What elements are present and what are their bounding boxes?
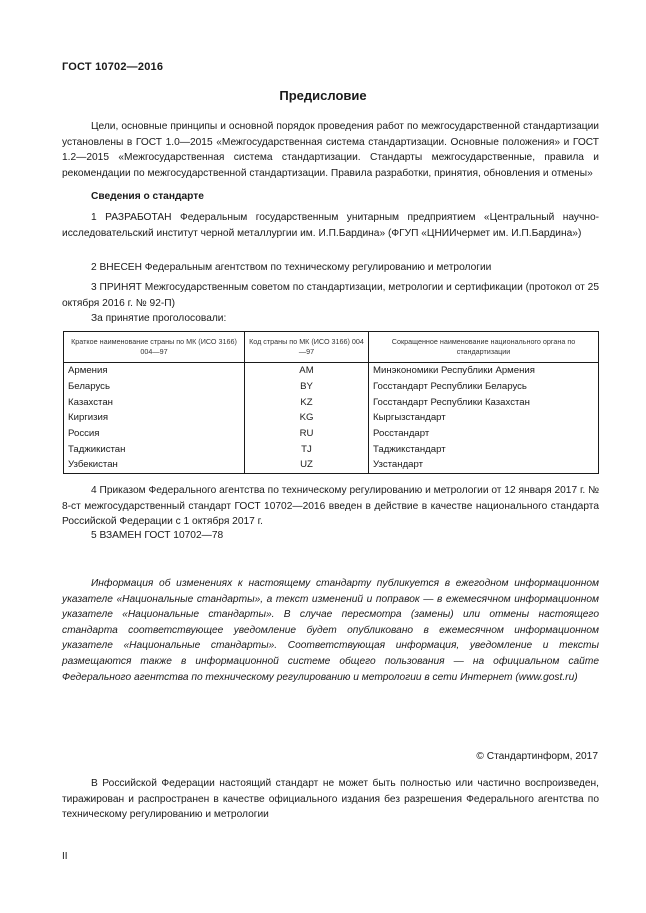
country-name: Киргизия <box>64 410 245 426</box>
country-code: UZ <box>245 457 369 473</box>
standards-body: Госстандарт Республики Казахстан <box>369 394 599 410</box>
table-row <box>64 441 599 457</box>
info-heading: Сведения о стандарте <box>91 191 204 202</box>
country-name: Россия <box>64 426 245 442</box>
standards-body: Кыргызстандарт <box>369 410 599 426</box>
table-row <box>64 363 599 379</box>
country-code: TJ <box>245 441 369 457</box>
country-name: Узбекистан <box>64 457 245 473</box>
vote-label: За принятие проголосовали: <box>91 313 227 324</box>
info-item-4: 4 Приказом Федерального агентства по техническому регулированию и метрологии от 12 января 2017 г. № 8-ст межгосударственный стандарт ГОСТ 10702—2016 введен в действие в качестве национального стандарта Российской Федерации с 1 октября 2017 г. <box>62 485 600 528</box>
standards-body: Таджикстандарт <box>369 441 599 457</box>
standards-body: Госстандарт Республики Беларусь <box>369 379 599 395</box>
table-row <box>64 379 599 395</box>
table-row <box>64 457 599 473</box>
info-item-1: 1 РАЗРАБОТАН Федеральным государственным унитарным предприятием «Центральный научно-исследовательский институт черной металлургии им. И.П.Бардина» (ФГУП «ЦНИИчермет им. И.П.Бардина») <box>62 212 599 239</box>
header-country-code: Код страны по МК (ИСО 3166) 004—97 <box>245 332 369 363</box>
country-code: KG <box>245 410 369 426</box>
table-row <box>64 394 599 410</box>
country-name: Армения <box>64 363 245 379</box>
standards-body: Росстандарт <box>369 426 599 442</box>
standards-body: Минэкономики Республики Армения <box>369 363 599 379</box>
page-number: II <box>62 851 68 862</box>
info-item-3: 3 ПРИНЯТ Межгосударственным советом по стандартизации, метрологии и сертификации (протокол от 25 октября 2016 г. № 92-П) <box>62 282 599 309</box>
table-header-row <box>64 332 599 363</box>
intro-text: Цели, основные принципы и основной порядок проведения работ по межгосударственной стандартизации установлены в ГОСТ 1.0—2015 «Межгосударственная система стандартизации. Основные положения» и ГОСТ 1.2—2015 «Межгосударственная система стандартизации. Стандарты межгосударственные, правила и рекомендации по межгосударственной стандартизации. Правила разработки, принятия, обновления и отмены» <box>62 121 599 179</box>
header-standards-body: Сокращенное наименование национального органа по стандартизации <box>369 332 599 363</box>
country-code: AM <box>245 363 369 379</box>
intro-paragraph <box>62 119 599 181</box>
country-code: KZ <box>245 394 369 410</box>
reproduction-notice: В Российской Федерации настоящий стандарт не может быть полностью или частично воспроизведен, тиражирован и распространен в качестве официального издания без разрешения Федерального агентства по техническому регулированию и метрологии <box>62 778 599 821</box>
voting-table <box>63 331 599 474</box>
country-name: Казахстан <box>64 394 245 410</box>
info-item-5: 5 ВЗАМЕН ГОСТ 10702—78 <box>91 530 224 541</box>
country-name: Таджикистан <box>64 441 245 457</box>
header-country-name: Краткое наименование страны по МК (ИСО 3166) 004—97 <box>64 332 245 363</box>
table-row <box>64 426 599 442</box>
standard-id: ГОСТ 10702—2016 <box>62 61 164 73</box>
country-code: RU <box>245 426 369 442</box>
change-notice: Информация об изменениях к настоящему стандарту публикуется в ежегодном информационном указателе «Национальные стандарты», а текст изменений и поправок — в ежемесячном информационном указателе «Национальные стандарты». В случае пересмотра (замены) или отмены настоящего стандарта соответствующее уведомление будет опубликовано в ежемесячном информационном указателе «Национальные стандарты». Соответствующая информация, уведомление и тексты размещаются также в информационной системе общего пользования — на официальном сайте Федерального агентства по техническому регулированию и метрологии в сети Интернет (www.gost.ru) <box>62 578 599 683</box>
standards-body: Узстандарт <box>369 457 599 473</box>
info-item-2: 2 ВНЕСЕН Федеральным агентством по техническому регулированию и метрологии <box>91 262 492 273</box>
table-row <box>64 410 599 426</box>
country-code: BY <box>245 379 369 395</box>
page-title: Предисловие <box>279 88 367 103</box>
country-name: Беларусь <box>64 379 245 395</box>
copyright: © Стандартинформ, 2017 <box>476 751 598 762</box>
